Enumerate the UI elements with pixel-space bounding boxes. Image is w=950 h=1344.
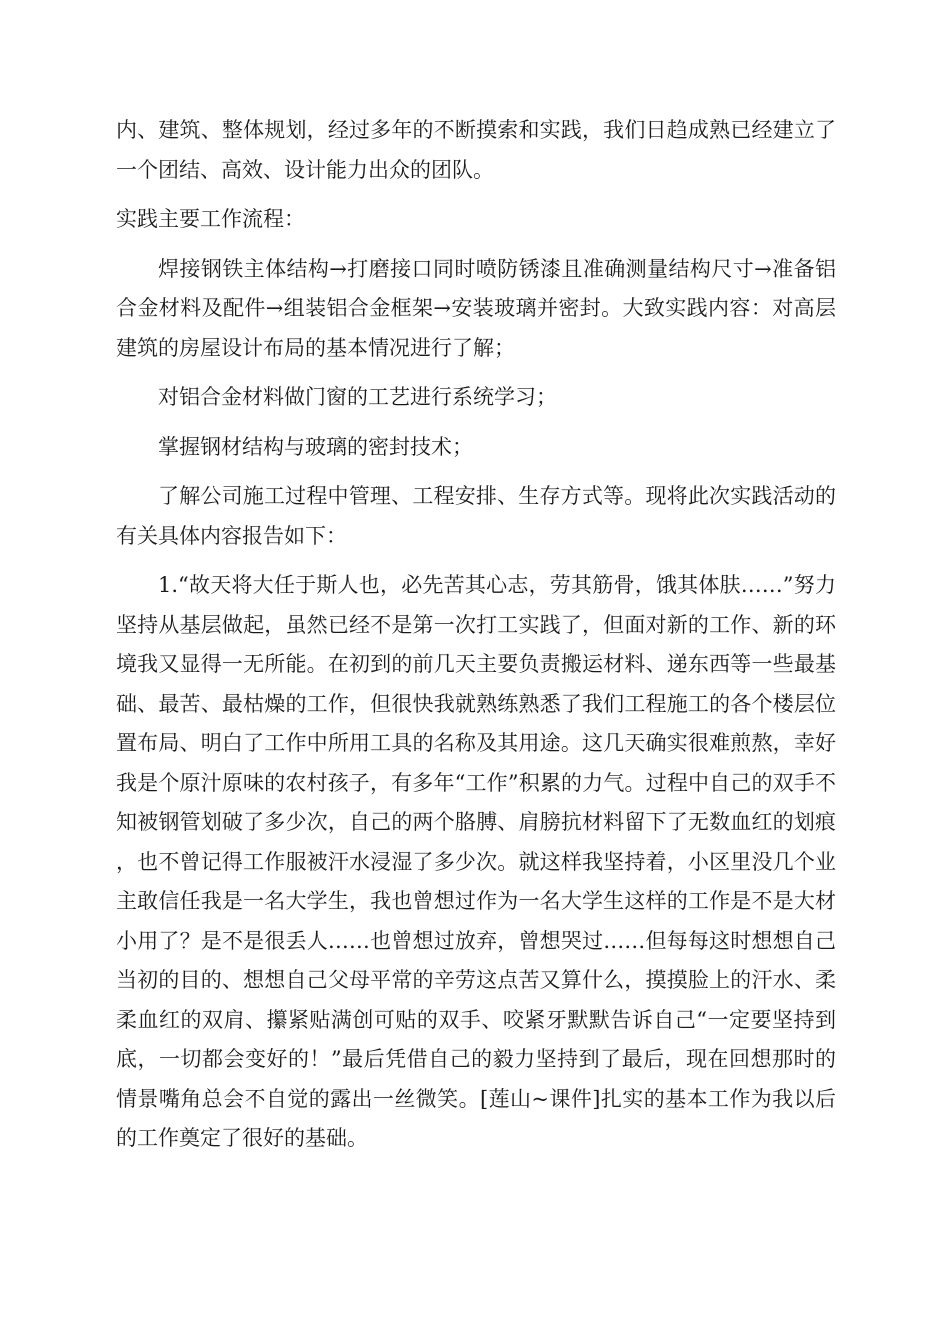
paragraph-workflow-steps: 焊接钢铁主体结构→打磨接口同时喷防锈漆且准确测量结构尺寸→准备铝合金材料及配件→组装铝合金框架→安装玻璃并密封。大致实践内容：对高层建筑的房屋设计布局的基本情况进行了解；	[116, 256, 836, 360]
paragraph-experience-1: 1.“故天将大任于斯人也，必先苦其心志，劳其筋骨，饿其体肤……”努力坚持从基层做起，虽然已经不是第一次打工实践了，但面对新的工作、新的环境我又显得一无所能。在初到的前几天主要负责搬运材料、递东西等一些最基础、最苦、最枯燥的工作，但很快我就熟练熟悉了我们工程施工的各个楼层位置布局、明白了工作中所用工具的名称及其用途。这几天确实很难煎熬，幸好我是个原汁原味的农村孩子，有多年“工作”积累的力气。过程中自己的双手不知被钢管划破了多少次，自己的两个胳膊、肩膀抗材料留下了无数血红的划痕，也不曾记得工作服被汗水浸湿了多少次。就这样我坚持着，小区里没几个业主敢信任我是一名大学生，我也曾想过作为一名大学生这样的工作是不是大材小用了？是不是很丢人……也曾想过放弃，曾想哭过……但每每这时想想自己当初的目的、想想自己父母平常的辛劳这点苦又算什么，摸摸脸上的汗水、柔柔血红的双肩、攥紧贴满创可贴的双手、咬紧牙默默告诉自己“一定要坚持到底，一切都会变好的！”最后凭借自己的毅力坚持到了最后，现在回想那时的情景嘴角总会不自觉的露出一丝微笑。[莲山~课件]扎实的基本工作为我以后的工作奠定了很好的基础。	[116, 573, 836, 1150]
document-body	[116, 111, 836, 1169]
paragraph-aluminum-study: 对铝合金材料做门窗的工艺进行系统学习；	[158, 385, 557, 409]
paragraph-workflow-heading: 实践主要工作流程：	[116, 207, 305, 231]
paragraph-team-intro: 内、建筑、整体规划，经过多年的不断摸索和实践，我们日趋成熟已经建立了一个团结、高效、设计能力出众的团队。	[116, 118, 836, 182]
paragraph-company-process: 了解公司施工过程中管理、工程安排、生存方式等。现将此次实践活动的有关具体内容报告如下：	[116, 484, 836, 548]
paragraph-sealing-tech: 掌握钢材结构与玻璃的密封技术；	[158, 434, 473, 459]
